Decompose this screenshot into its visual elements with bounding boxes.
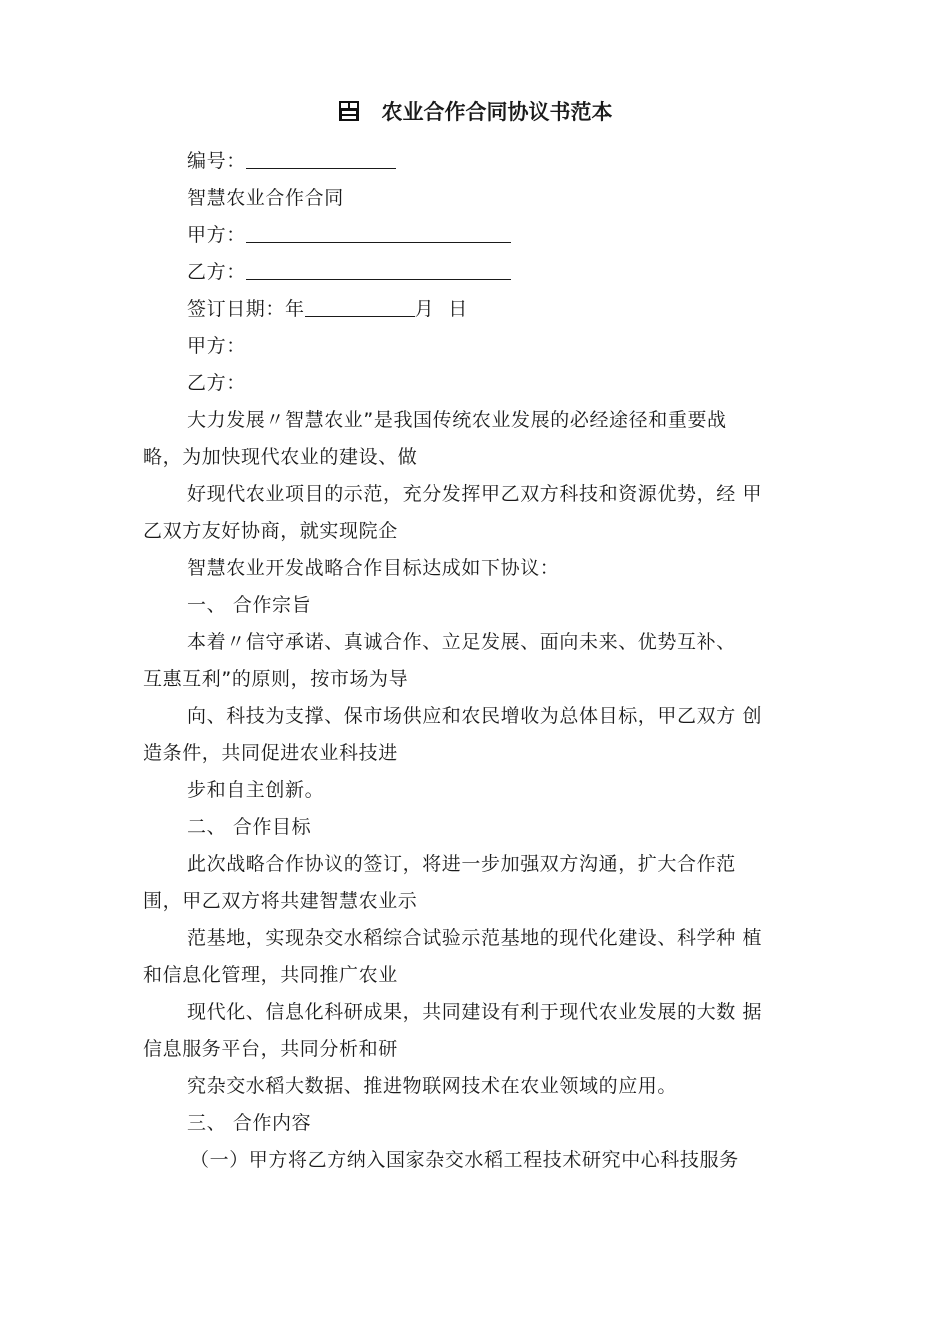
number-field (187, 148, 396, 174)
paragraph-8-line-1: 范基地，实现杂交水稻综合试验示范基地的现代化建设、科学种 植 (187, 927, 763, 949)
paragraph-2-line-2: 乙双方友好协商，就实现院企 (143, 520, 398, 542)
paragraph-1-line-1: 大力发展〃智慧农业”是我国传统农业发展的必经途径和重要战 (187, 409, 727, 431)
paragraph-5-line-2: 造条件，共同促进农业科技进 (143, 742, 398, 764)
number-label: 编号： (187, 150, 246, 172)
paragraph-9-line-1: 现代化、信息化科研成果，共同建设有利于现代农业发展的大数 据 (187, 1001, 763, 1023)
party-a-label: 甲方： (187, 224, 246, 246)
paragraph-7-line-2: 围，甲乙双方将共建智慧农业示 (143, 890, 418, 912)
paragraph-10: 究杂交水稻大数据、推进物联网技术在农业领域的应用。 (187, 1075, 678, 1097)
paragraph-5-line-1: 向、科技为支撑、保市场供应和农民增收为总体目标，甲乙双方 创 (187, 705, 763, 727)
party-a-blank (246, 224, 511, 243)
number-blank (246, 150, 396, 169)
sign-date-label: 签订日期：年 (187, 298, 305, 320)
paragraph-4-line-2: 互惠互利”的原则，按市场为导 (143, 668, 409, 690)
party-a-label-2: 甲方： (187, 335, 246, 357)
party-b-blank (246, 261, 511, 280)
party-b-label-2: 乙方： (187, 372, 246, 394)
paragraph-6: 步和自主创新。 (187, 779, 325, 801)
section-heading-1: 一、 合作宗旨 (187, 594, 312, 616)
sign-date-day: 日 (448, 298, 468, 320)
section-heading-2: 二、 合作目标 (187, 816, 312, 838)
section-heading-3: 三、 合作内容 (187, 1112, 312, 1134)
paragraph-11: （一）甲方将乙方纳入国家杂交水稻工程技术研究中心科技服务 (190, 1149, 739, 1171)
paragraph-1-line-2: 略，为加快现代农业的建设、做 (143, 446, 418, 468)
party-a-field (187, 222, 511, 248)
sign-date-field (187, 296, 468, 322)
title-glyph-mark-icon (338, 100, 360, 122)
party-b-field (187, 259, 511, 285)
document-title-row (0, 98, 950, 126)
paragraph-4-line-1: 本着〃信守承诺、真诚合作、立足发展、面向未来、优势互补、 (187, 631, 736, 653)
paragraph-9-line-2: 信息服务平台，共同分析和研 (143, 1038, 398, 1060)
contract-name: 智慧农业合作合同 (187, 187, 344, 209)
party-b-label: 乙方： (187, 261, 246, 283)
sign-date-month: 月 (414, 298, 435, 320)
paragraph-3: 智慧农业开发战略合作目标达成如下协议： (187, 557, 560, 579)
document-title: 农业合作合同协议书范本 (381, 100, 613, 124)
paragraph-2-line-1: 好现代农业项目的示范，充分发挥甲乙双方科技和资源优势，经 甲 (187, 483, 763, 505)
paragraph-7-line-1: 此次战略合作协议的签订，将进一步加强双方沟通，扩大合作范 (187, 853, 736, 875)
sign-date-blank (305, 298, 415, 317)
paragraph-8-line-2: 和信息化管理，共同推广农业 (143, 964, 398, 986)
